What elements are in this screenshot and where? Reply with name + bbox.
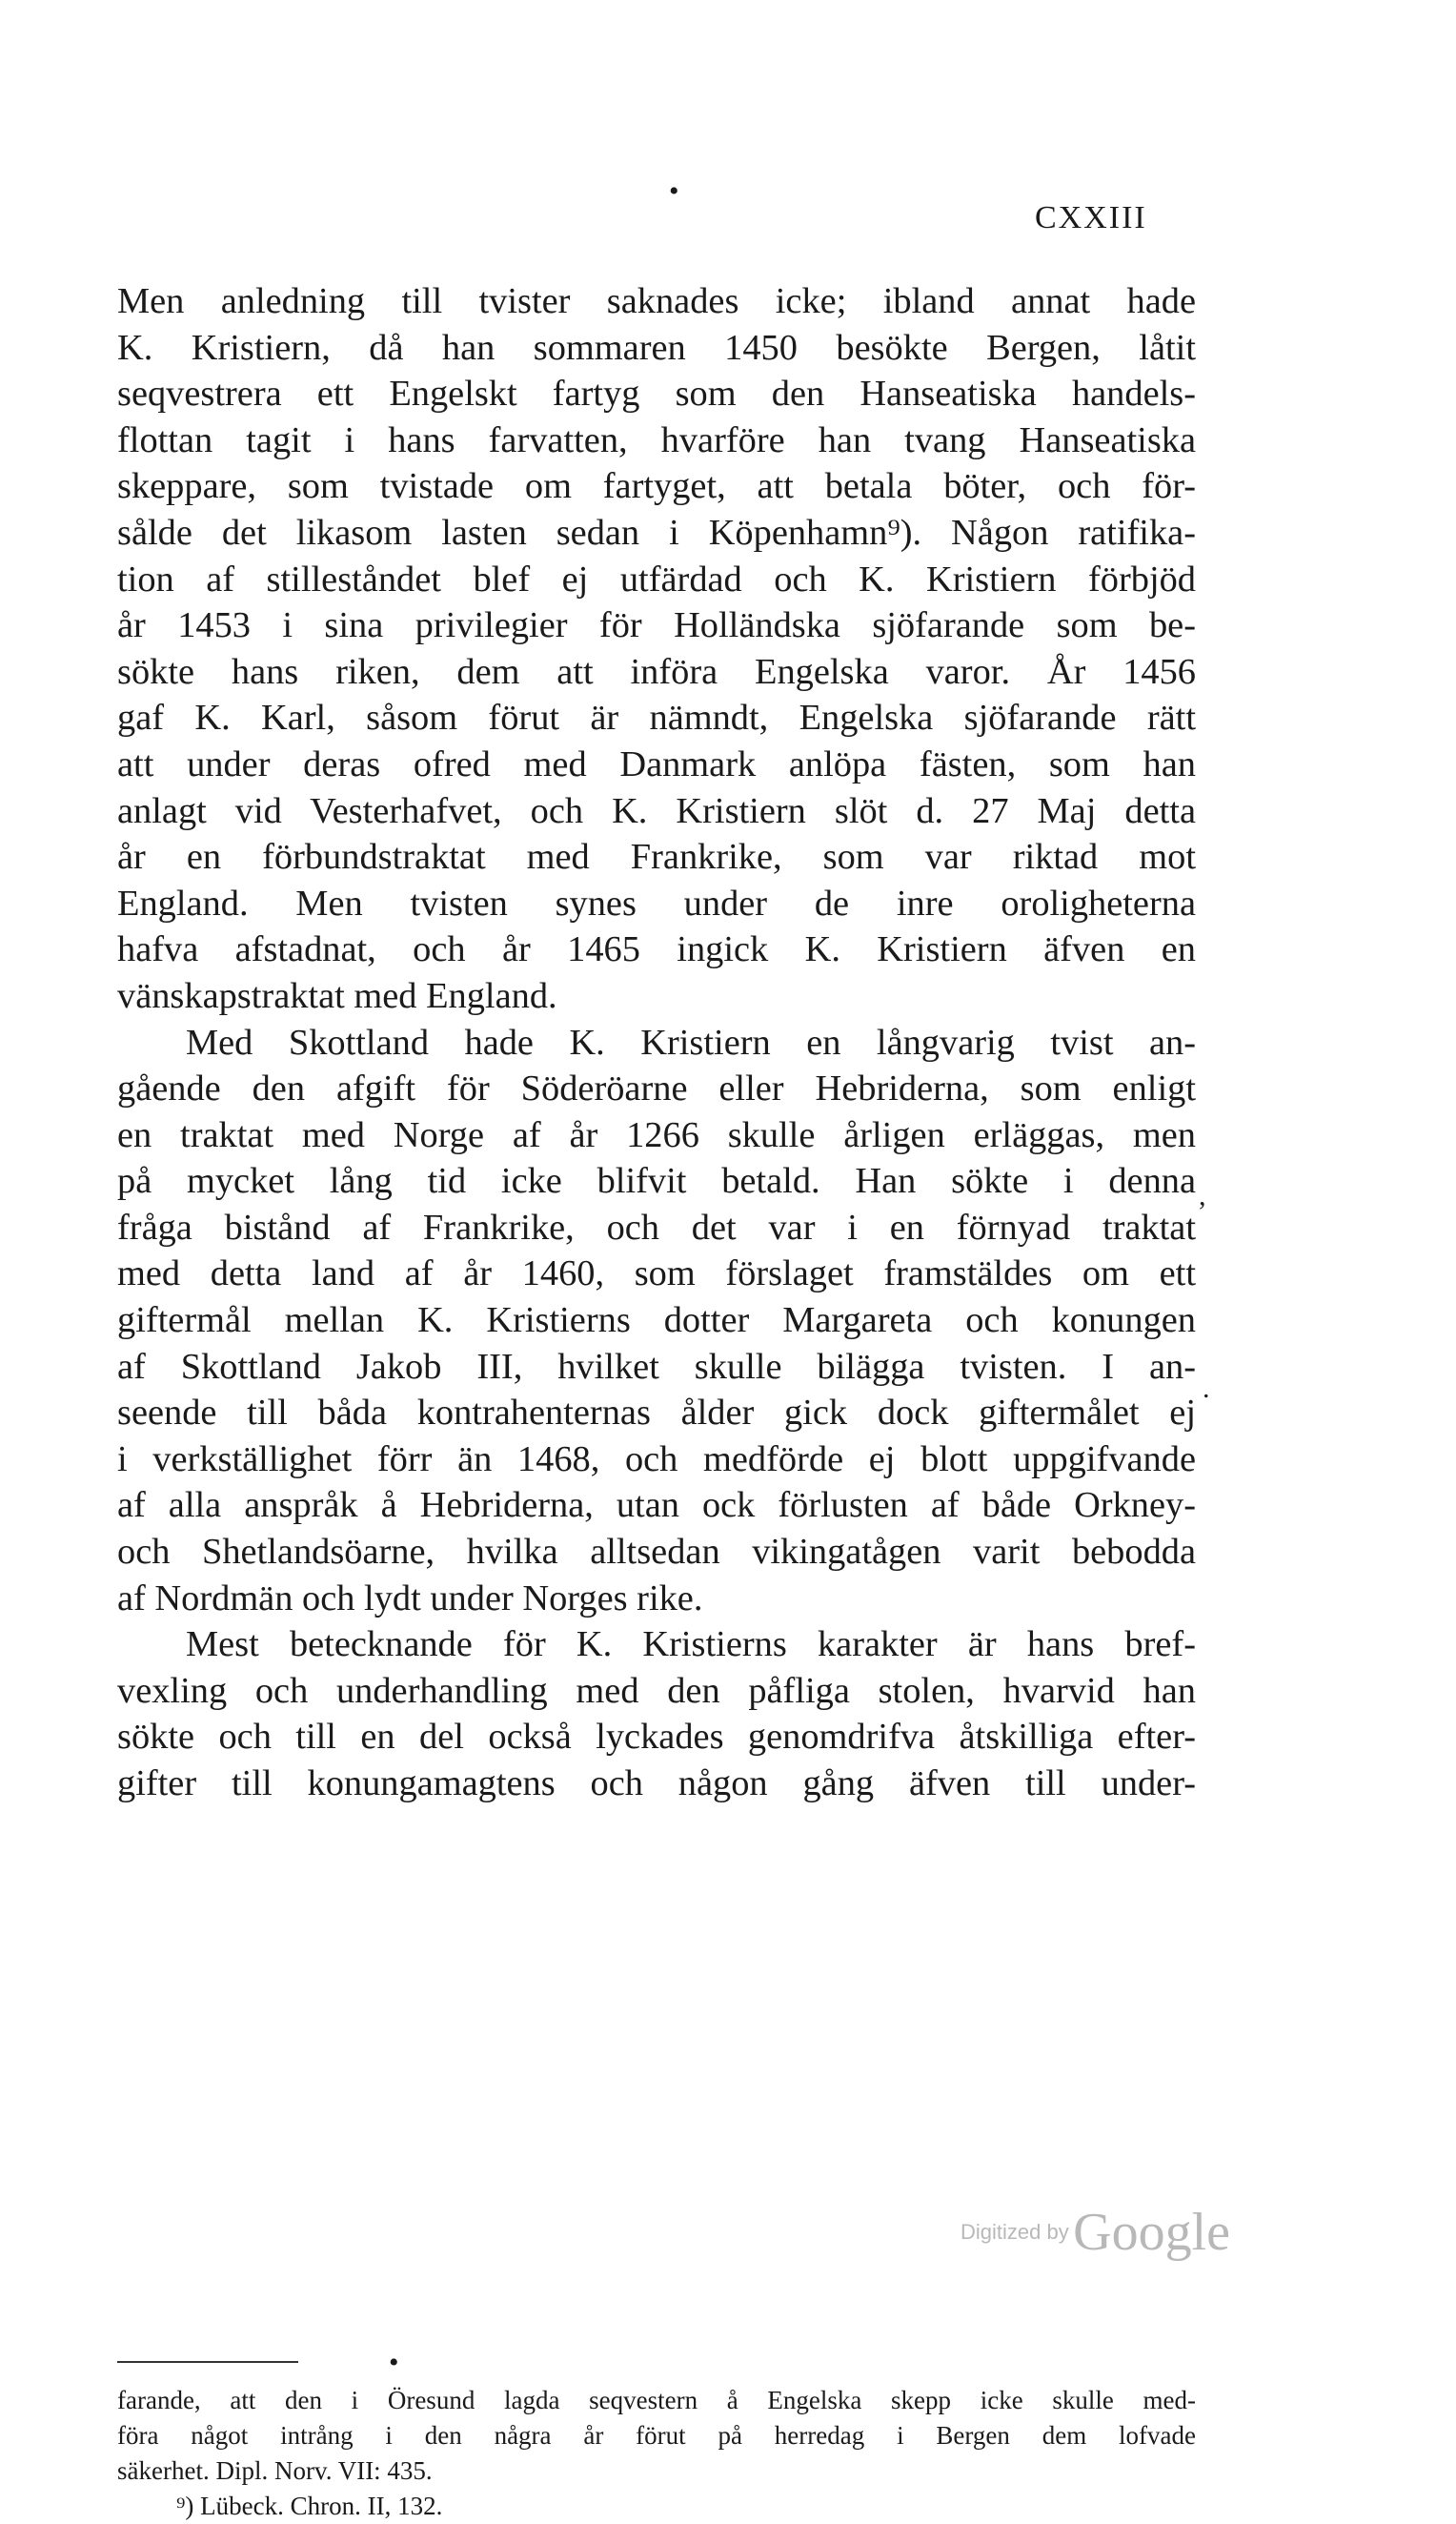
footnote-rule: [117, 2361, 298, 2363]
body-line: år 1453 i sina privilegier för Holländska sjöfarande som be-: [117, 605, 1196, 646]
body-line: år en förbundstraktat med Frankrike, som var riktad mot: [117, 837, 1196, 878]
body-line: med detta land af år 1460, som förslaget framstäldes om ett: [117, 1253, 1196, 1294]
footnote-line: säkerhet. Dipl. Norv. VII: 435.: [117, 2456, 433, 2485]
body-line: af alla anspråk å Hebriderna, utan ock förlusten af både Orkney-: [117, 1485, 1196, 1526]
body-line: gifter till konungamagtens och någon gång äfven till under-: [117, 1763, 1196, 1803]
body-line: gaf K. Karl, såsom förut är nämndt, Engelska sjöfarande rätt: [117, 698, 1196, 739]
digitized-by-google-watermark: [961, 2202, 1230, 2263]
body-line: England. Men tvisten synes under de inre oroligheterna: [117, 883, 1196, 924]
ink-speck: ,: [1199, 1180, 1206, 1211]
body-line: Men anledning till tvister saknades icke; ibland annat hade: [117, 281, 1196, 321]
ink-speck: •: [669, 175, 679, 207]
body-line: en traktat med Norge af år 1266 skulle årligen erläggas, men: [117, 1114, 1196, 1155]
body-line: att under deras ofred med Danmark anlöpa fästen, som han: [117, 743, 1196, 784]
body-line: Mest betecknande för K. Kristierns karakter är hans bref-: [186, 1624, 1196, 1665]
body-line: vexling och underhandling med den påfliga stolen, hvarvid han: [117, 1670, 1196, 1711]
body-line: fråga bistånd af Frankrike, och det var i en förnyad traktat: [117, 1207, 1196, 1248]
body-line: gående den afgift för Söderöarne eller Hebriderna, som enligt: [117, 1069, 1196, 1109]
body-line: på mycket lång tid icke blifvit betald. Han sökte i denna: [117, 1161, 1196, 1202]
digitized-by-label: Digitized by: [961, 2220, 1069, 2244]
footnote-line: ⁹) Lübeck. Chron. II, 132.: [176, 2492, 443, 2520]
body-line: Med Skottland hade K. Kristiern en långvarig tvist an-: [186, 1022, 1196, 1063]
body-text: [117, 278, 1196, 1807]
footnote-line: föra något intrång i den några år förut på herredag i Bergen dem lofvade: [117, 2421, 1196, 2450]
body-line: hafva afstadnat, och år 1465 ingick K. Kristiern äfven en: [117, 929, 1196, 970]
body-line: giftermål mellan K. Kristierns dotter Margareta och konungen: [117, 1300, 1196, 1341]
body-line: i verkställighet förr än 1468, och medförde ej blott uppgifvande: [117, 1438, 1196, 1479]
google-logo: Google: [1073, 2203, 1231, 2262]
body-line: K. Kristiern, då han sommaren 1450 besökte Bergen, låtit: [117, 327, 1196, 368]
body-line: anlagt vid Vesterhafvet, och K. Kristiern slöt d. 27 Maj detta: [117, 790, 1196, 831]
body-line: sålde det likasom lasten sedan i Köpenhamn⁹). Någon ratifika-: [117, 512, 1196, 553]
body-line: tion af stilleståndet blef ej utfärdad och K. Kristiern förbjöd: [117, 559, 1196, 600]
page-number: CXXIII: [1035, 200, 1147, 235]
body-line: och Shetlandsöarne, hvilka alltsedan vikingatågen varit bebodda: [117, 1532, 1196, 1573]
ink-speck: .: [1203, 1373, 1210, 1404]
body-line: sökte och till en del också lyckades genomdrifva åtskilliga efter-: [117, 1717, 1196, 1758]
body-line: af Nordmän och lydt under Norges rike.: [117, 1578, 703, 1618]
body-line: seende till båda kontrahenternas ålder gick dock giftermålet ej: [117, 1393, 1196, 1434]
body-line: skeppare, som tvistade om fartyget, att betala böter, och för-: [117, 466, 1196, 507]
body-line: flottan tagit i hans farvatten, hvarföre han tvang Hanseatiska: [117, 419, 1196, 460]
footnote-line: farande, att den i Öresund lagda seqvestern å Engelska skepp icke skulle med-: [117, 2386, 1196, 2414]
ink-speck: •: [389, 2347, 399, 2378]
body-line: sökte hans riken, dem att införa Engelska varor. År 1456: [117, 651, 1196, 692]
footnotes: [117, 2383, 1196, 2524]
body-line: vänskapstraktat med England.: [117, 975, 557, 1016]
body-line: seqvestrera ett Engelskt fartyg som den Hanseatiska handels-: [117, 374, 1196, 415]
body-line: af Skottland Jakob III, hvilket skulle bilägga tvisten. I an-: [117, 1346, 1196, 1387]
